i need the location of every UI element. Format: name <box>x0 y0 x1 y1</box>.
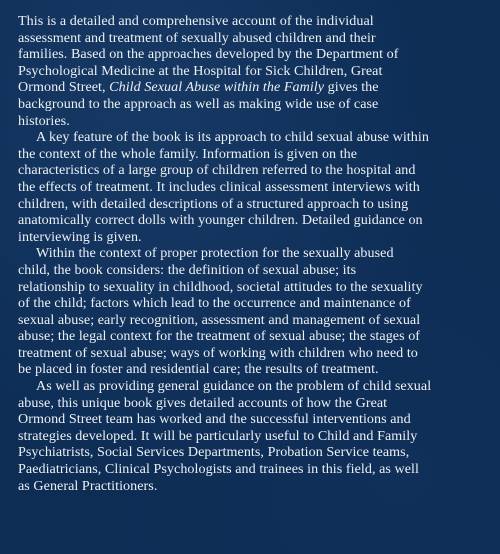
text-line: Ormond Street team has worked and the successful interventions and <box>18 411 411 428</box>
text-line: sexual abuse; early recognition, assessment and management of sexual <box>18 311 421 328</box>
text-line: the effects of treatment. It includes clinical assessment interviews with <box>18 178 420 195</box>
text-line: assessment and treatment of sexually abused children and their <box>18 29 376 46</box>
text-line: histories. <box>18 112 70 129</box>
text-line: As well as providing general guidance on the problem of child sexual <box>36 378 432 395</box>
text-fragment: Ormond Street, <box>18 79 110 96</box>
text-line: families. Based on the approaches developed by the Department of <box>18 46 399 63</box>
text-line: abuse; the legal context for the treatment of sexual abuse; the stages of <box>18 328 421 345</box>
text-line: interviewing is given. <box>18 228 142 245</box>
text-line: This is a detailed and comprehensive account of the individual <box>18 13 374 29</box>
text-line: characteristics of a large group of children referred to the hospital and <box>18 162 416 179</box>
paragraph-intro <box>18 13 490 129</box>
text-line: anatomically correct dolls with younger children. Detailed guidance on <box>18 212 423 229</box>
text-line: of the child; factors which lead to the occurrence and maintenance of <box>18 295 411 312</box>
text-line: treatment of sexual abuse; ways of working with children who need to <box>18 344 418 361</box>
text-line <box>18 79 490 96</box>
paragraph-topics <box>18 245 490 378</box>
book-title: Child Sexual Abuse within the Family <box>109 79 325 96</box>
text-fragment: gives the <box>324 79 379 96</box>
text-line: Within the context of proper protection for the sexually abused <box>36 245 394 262</box>
text-line: child, the book considers: the definition of sexual abuse; its <box>18 261 357 278</box>
text-line: background to the approach as well as making wide use of case <box>18 95 379 112</box>
text-line: abuse, this unique book gives detailed accounts of how the Great <box>18 394 388 411</box>
text-line: strategies developed. It will be particularly useful to Child and Family <box>18 427 418 444</box>
text-line: Psychiatrists, Social Services Departments, Probation Service teams, <box>18 444 410 461</box>
text-line: children, with detailed descriptions of a structured approach to using <box>18 195 409 212</box>
text-line: as General Practitioners. <box>18 477 158 494</box>
text-line: relationship to sexuality in childhood, societal attitudes to the sexuality <box>18 278 423 295</box>
paragraph-key-feature <box>18 129 490 245</box>
text-line: Paediatricians, Clinical Psychologists and trainees in this field, as well <box>18 461 419 478</box>
paragraph-audience <box>18 378 490 494</box>
text-line: the context of the whole family. Information is given on the <box>18 145 358 162</box>
text-line: Psychological Medicine at the Hospital for Sick Children, Great <box>18 62 383 79</box>
text-line: be placed in foster and residential care; the results of treatment. <box>18 361 379 378</box>
text-line: A key feature of the book is its approach to child sexual abuse within <box>36 129 429 146</box>
blurb-text <box>18 13 490 494</box>
